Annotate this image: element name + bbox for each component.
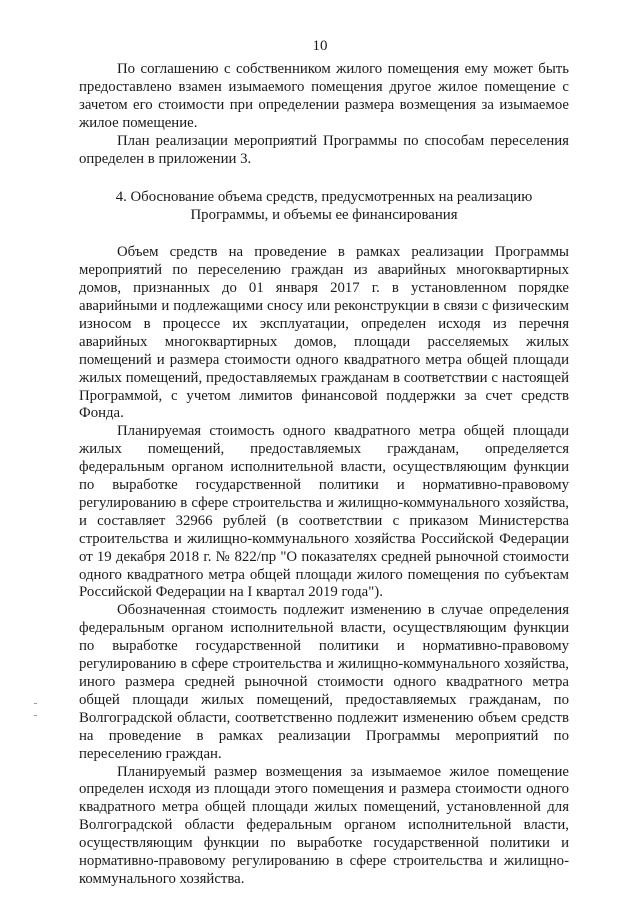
section-heading-line-2: Программы, и объемы ее финансирования [190, 207, 458, 224]
page-content [79, 61, 569, 889]
paragraph-resettlement-plan: План реализации мероприятий Программы по способам переселения определен в приложении 3. [79, 132, 569, 167]
paragraph-compensation: Планируемый размер возмещения за изымаемое жилое помещение определен исходя из площади этого помещения и размера стоимости одного квадратного метра общей площади жилых помещений, установленной для Волгоградской области федеральным органом исполнительной власти, осуществляющим функции по выработке государственной политики и нормативно-правовому регулированию в сфере строительства и жилищно-коммунального хозяйства. [79, 763, 569, 887]
paragraph-planned-cost: Планируемая стоимость одного квадратного метра общей площади жилых помещений, предоставляемых гражданам, определяется федеральным органом исполнительной власти, осуществляющим функции по выработке государственной политики и нормативно-правовому регулированию в сфере строительства и жилищно-коммунального хозяйства, и составляет 32966 рублей (в соответствии с приказом Министерства строительства и жилищно-коммунального хозяйства Российской Федерации от 19 декабря 2018 г. № 822/пр "О показателях средней рыночной стоимости одного квадратного метра общей площади жилого помещения по субъектам Российской Федерации на I квартал 2019 года"). [79, 423, 569, 601]
margin-mark [34, 703, 37, 704]
paragraph-cost-change: Обозначенная стоимость подлежит изменению в случае определения федеральным органом исполнительной власти, осуществляющим функции по выработке государственной политики и нормативно-правовому регулированию в сфере строительства и жилищно-коммунального хозяйства, иного размера средней рыночной стоимости одного квадратного метра общей площади жилых помещений, предоставляемых гражданам, по Волгоградской области, соответственно подлежит изменению объем средств на проведение в рамках реализации Программы мероприятий по переселению граждан. [79, 602, 569, 762]
paragraph-funding-volume: Объем средств на проведение в рамках реализации Программы мероприятий по переселению граждан из аварийных многоквартирных домов, признанных до 01 января 2017 г. в установленном порядке аварийными и подлежащими сносу или реконструкции в связи с физическим износом в процессе их эксплуатации, определен исходя из перечня аварийных многоквартирных домов, площади расселяемых жилых помещений и размера стоимости одного квадратного метра общей площади жилых помещений, предоставляемых гражданам в соответствии с настоящей Программой, с учетом лимитов финансовой поддержки за счет средств Фонда. [79, 244, 569, 422]
page-number: 10 [312, 38, 328, 54]
section-heading [79, 189, 569, 225]
section-heading-line-1: 4. Обоснование объема средств, предусмотренных на реализацию [115, 189, 533, 206]
margin-mark [34, 715, 37, 716]
paragraph-replacement-housing: По соглашению с собственником жилого помещения ему может быть предоставлено взамен изымаемого помещения другое жилое помещение с зачетом его стоимости при определении размера возмещения за изымаемое жилое помещение. [79, 61, 569, 131]
